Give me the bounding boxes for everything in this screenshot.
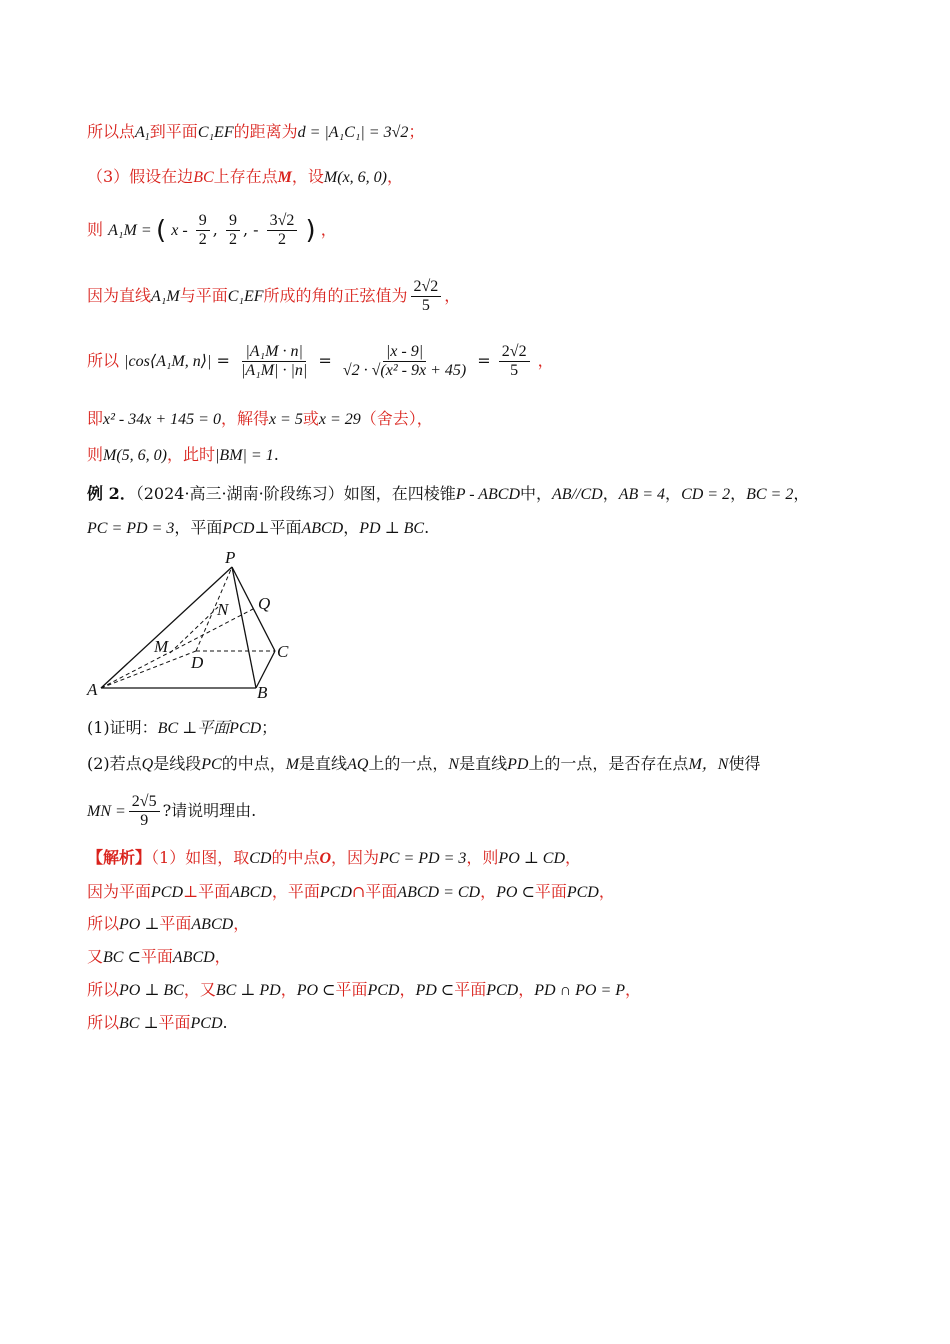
text: （舍去），: [360, 409, 433, 428]
text: 因为直线: [87, 286, 152, 305]
text: 的距离为: [233, 122, 298, 141]
text: ，: [444, 286, 461, 305]
right-paren: ): [305, 215, 316, 246]
text: ，此时: [167, 445, 216, 464]
example-label: 例 2．: [87, 484, 136, 503]
text: 所以: [87, 351, 120, 370]
condition: AB = 4: [618, 486, 666, 503]
distance-line: [87, 121, 424, 149]
label-q: Q: [258, 594, 271, 613]
fraction: $\frac{9}{2}$: [226, 212, 240, 249]
condition: CD = 2: [681, 486, 731, 503]
text: .: [273, 445, 279, 464]
component-x: x -: [171, 222, 188, 239]
text: 或: [302, 409, 319, 428]
text: ，: [537, 351, 554, 370]
fraction: $\frac{9}{2}$: [196, 212, 210, 249]
cos-line: 所以 |cos⟨A₁M, n⟩| = $\frac{\text{|A₁M · n|}}{\text{|A₁M| · |n|}}$ = $\frac{|x - 9|}{\text{√2 · √(x² - 9x + 45)}}$ = $\frac{2√2}{5}$ ，: [87, 343, 554, 379]
length-bm: |BM| = 1: [215, 447, 274, 464]
sine-line: [87, 276, 460, 317]
text: 上存在点: [213, 167, 278, 186]
text: 与平面: [179, 286, 228, 305]
condition: PD ⊥ BC: [359, 520, 425, 537]
label-c: C: [277, 642, 289, 661]
text: ，设: [291, 167, 324, 186]
text: (1)证明：: [87, 718, 158, 737]
point-a1: $A_1$: [135, 124, 150, 143]
solid-name: P - ABCD: [455, 486, 520, 503]
fraction: $\frac{2√2}{5}$: [499, 343, 530, 380]
text: ，: [320, 220, 337, 239]
text: 所成的角的正弦值为: [263, 286, 408, 305]
text: （2024·高三·湖南·阶段练习）如图，在四棱锥: [135, 484, 456, 503]
edge-ad-hidden: [101, 651, 196, 688]
conclusion-line: [87, 444, 279, 467]
text: ⊥平面: [254, 518, 302, 537]
pyramid-figure: [80, 545, 310, 705]
quadratic-line: [87, 408, 433, 431]
plane-abcd: ABCD: [301, 520, 344, 537]
text: 即: [87, 409, 104, 428]
solution-line4: 又BC ⊂平面ABCD，: [87, 947, 231, 966]
solution-line3: 所以PO ⊥平面ABCD，: [87, 914, 250, 933]
part3-assume-line: [87, 166, 403, 189]
fraction: $\frac{3√2}{2}$: [267, 212, 298, 249]
text: ，平面: [174, 518, 223, 537]
mn-value: $\frac{2√5}{9}$: [129, 793, 160, 830]
vector-a1m: A₁M: [108, 222, 137, 239]
text: 到平面: [149, 122, 198, 141]
question-2-cont: MN = $\frac{2√5}{9}$ ?请说明理由.: [87, 793, 257, 829]
label-n: N: [217, 600, 229, 619]
mn-lhs: MN =: [87, 803, 126, 820]
solution-1: x = 5: [268, 411, 303, 428]
condition: BC = 2: [746, 486, 794, 503]
fraction: $\frac{\text{|A₁M · n|}}{\text{|A₁M| · |n|}}$: [240, 343, 308, 379]
label-d: D: [191, 653, 204, 672]
edge-pb: [232, 567, 256, 688]
edge-bc: BC: [193, 169, 214, 186]
edge-pa: [101, 567, 232, 688]
statement: BC ⊥平面PCD: [157, 720, 262, 737]
point-m-result: M(5, 6, 0): [103, 447, 167, 464]
solution-line6: 所以BC ⊥平面PCD.: [87, 1013, 228, 1032]
example2-line2: PC = PD = 3，平面PCD⊥平面ABCD，PD ⊥ BC.: [87, 518, 430, 537]
equals: =: [141, 222, 151, 239]
line-aq-hidden: [101, 609, 253, 688]
question-1: (1)证明：BC ⊥平面PCD；: [87, 718, 278, 737]
condition: PC = PD = 3: [87, 520, 175, 537]
example2-line1: 例 2．（2024·高三·湖南·阶段练习）如图，在四棱锥P - ABCD中，AB//CD，AB = 4，CD = 2，BC = 2，: [87, 484, 810, 503]
solution-tag: 【解析】: [87, 848, 152, 867]
label-m: M: [154, 637, 169, 656]
vector-am-line: 则 A₁M = ( x - $\frac{9}{2}$ , $\frac{9}{2}$ , - $\frac{3√2}{2}$ ) ，: [87, 212, 337, 248]
point-m: M: [277, 169, 292, 186]
solution-line5: 所以PO ⊥ BC，又BC ⊥ PD，PO ⊂平面PCD，PD ⊂平面PCD，PD ∩ PO = P，: [87, 980, 642, 999]
text: 中，: [520, 484, 553, 503]
quadratic-eq: x² - 34x + 145 = 0: [103, 411, 221, 428]
line-a1m: A₁M: [151, 288, 180, 305]
text: 则: [87, 445, 104, 464]
text: ，: [387, 167, 404, 186]
text: （3）假设在边: [87, 167, 194, 186]
solution-2: x = 29: [318, 411, 361, 428]
plane-name: C₁EF: [197, 124, 234, 141]
plane-name: C₁EF: [227, 288, 264, 305]
question-2: (2)若点Q是线段PC的中点，M是直线AQ上的一点，N是直线PD上的一点，是否存在点M，N使得: [87, 754, 761, 773]
segment-mn-hidden: [170, 607, 218, 653]
solution-line2: 因为平面PCD⊥平面ABCD，平面PCD∩平面ABCD = CD，PO ⊂平面PCD，: [87, 882, 615, 901]
label-a: A: [87, 680, 98, 699]
distance-formula: d = |A₁C₁| = 3√2: [297, 124, 409, 141]
text: 则: [87, 220, 104, 239]
cos-lhs: |cos⟨A₁M, n⟩|: [124, 353, 212, 370]
plane-pcd: PCD: [222, 520, 255, 537]
label-b: B: [257, 683, 268, 702]
text: 所以点: [87, 122, 136, 141]
left-paren: (: [156, 215, 167, 246]
text: ，解得: [220, 409, 269, 428]
sine-value: $\frac{2√2}{5}$: [411, 278, 442, 315]
label-p: P: [225, 548, 236, 567]
condition: AB//CD: [552, 486, 603, 503]
coord-m: M(x, 6, 0): [323, 169, 387, 186]
fraction: $\frac{|x - 9|}{\text{√2 · √(x² - 9x + 45)}}$: [342, 343, 467, 379]
text: ；: [408, 122, 425, 141]
solution-line1: 【解析】（1）如图，取CD的中点O，因为PC = PD = 3，则PO ⊥ CD，: [87, 848, 582, 867]
